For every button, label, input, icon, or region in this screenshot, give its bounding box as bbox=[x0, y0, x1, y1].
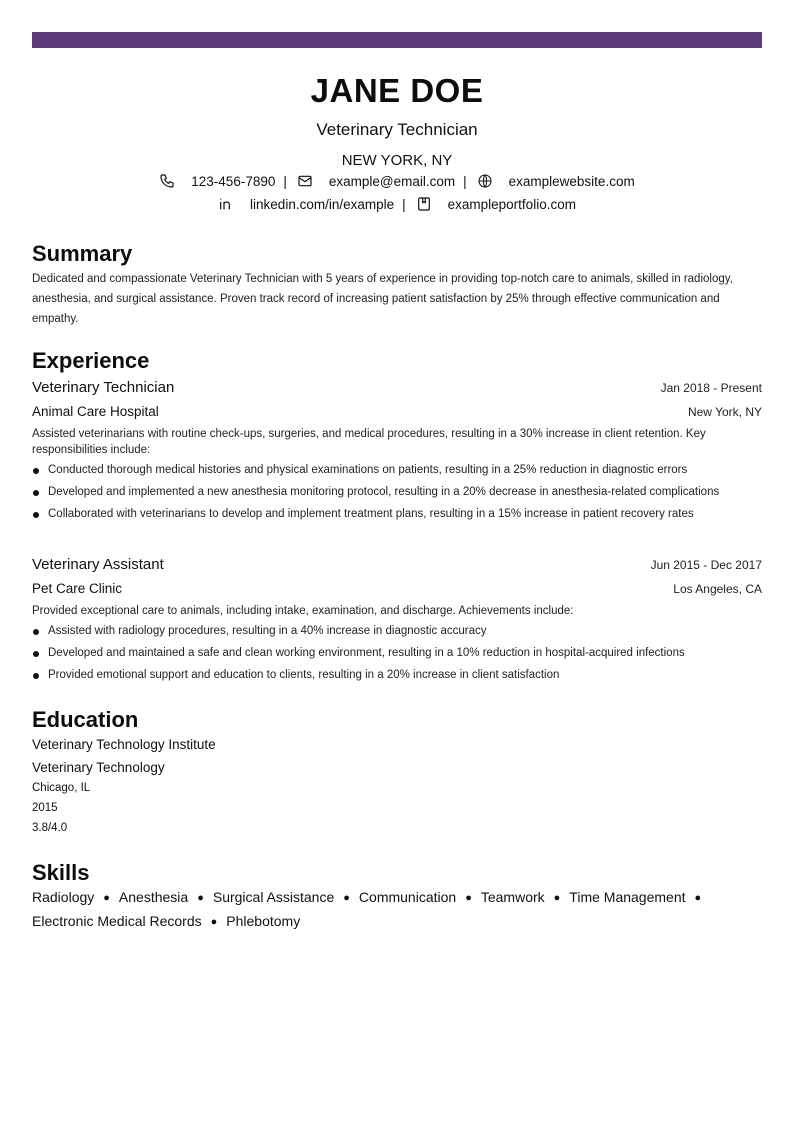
job-location: Los Angeles, CA bbox=[673, 582, 762, 596]
list-item bbox=[32, 645, 762, 661]
education-heading: Education bbox=[32, 707, 139, 732]
list-item bbox=[32, 667, 762, 683]
bullet-icon bbox=[33, 468, 39, 474]
skill-item: Communication bbox=[358, 889, 457, 905]
bullet-icon: ● bbox=[465, 892, 472, 904]
job-description: Assisted veterinarians with routine check-ups, surgeries, and medical procedures, resulting in a 30% increase in client retention. Key responsibilities include: bbox=[32, 428, 706, 456]
bullet-icon bbox=[33, 629, 39, 635]
skill-item: Anesthesia bbox=[118, 889, 189, 905]
bullet-icon: ● bbox=[694, 892, 702, 904]
job-location: New York, NY bbox=[687, 405, 762, 419]
bullet-icon: ● bbox=[553, 892, 561, 904]
list-item bbox=[32, 506, 762, 522]
contact-row-primary bbox=[32, 173, 762, 189]
phone-icon bbox=[159, 173, 175, 189]
education-location: Chicago, IL bbox=[32, 782, 91, 794]
phone-number[interactable]: 123-456-7890 bbox=[191, 173, 276, 189]
contact-row-secondary bbox=[32, 196, 762, 212]
education-school: Veterinary Technology Institute bbox=[32, 737, 216, 752]
skills-heading: Skills bbox=[32, 860, 90, 885]
list-item-text: Assisted with radiology procedures, resulting in a 40% increase in diagnostic accuracy bbox=[48, 625, 487, 637]
accent-bar bbox=[32, 32, 762, 48]
skill-item: Electronic Medical Records bbox=[32, 913, 202, 929]
bullet-icon: ● bbox=[197, 892, 204, 904]
list-item-text: Provided emotional support and education to clients, resulting in a 20% increase in client satisfaction bbox=[48, 669, 560, 681]
bullet-icon bbox=[33, 673, 39, 679]
portfolio-icon bbox=[416, 196, 432, 212]
job-description: Provided exceptional care to animals, including intake, examination, and discharge. Achievements include: bbox=[32, 605, 574, 617]
education-degree: Veterinary Technology bbox=[32, 760, 165, 775]
education-year: 2015 bbox=[32, 802, 58, 814]
job-achievements bbox=[32, 462, 762, 528]
list-item-text: Conducted thorough medical histories and physical examinations on patients, resulting in a 25% reduction in diagnostic errors bbox=[48, 464, 688, 476]
list-item bbox=[32, 462, 762, 478]
list-item-text: Developed and implemented a new anesthesia monitoring protocol, resulting in a 20% decrease in anesthesia-related complications bbox=[48, 486, 720, 498]
job-title: Veterinary Technician bbox=[32, 379, 175, 396]
contact-separator: | bbox=[283, 173, 287, 189]
list-item-text: Developed and maintained a safe and clean working environment, resulting in a 10% reduction in hospital-acquired infections bbox=[48, 647, 685, 659]
skill-item: Surgical Assistance bbox=[212, 889, 335, 905]
candidate-name: JANE DOE bbox=[310, 72, 484, 109]
summary-heading: Summary bbox=[32, 241, 133, 266]
candidate-title: Veterinary Technician bbox=[316, 120, 478, 139]
globe-icon bbox=[477, 173, 493, 189]
job-dates: Jan 2018 - Present bbox=[660, 381, 762, 395]
job-achievements bbox=[32, 623, 762, 689]
candidate-location: NEW YORK, NY bbox=[341, 152, 453, 169]
bullet-icon bbox=[33, 651, 39, 657]
bullet-icon bbox=[33, 490, 39, 496]
linkedin-link[interactable]: linkedin.com/in/example bbox=[250, 196, 395, 212]
linkedin-icon bbox=[218, 196, 234, 212]
portfolio-link[interactable]: exampleportfolio.com bbox=[447, 196, 576, 212]
skill-item: Teamwork bbox=[480, 889, 545, 905]
email-link[interactable]: example@email.com bbox=[328, 173, 456, 189]
skills-list bbox=[32, 886, 752, 934]
summary-text: Dedicated and compassionate Veterinary Technician with 5 years of experience in providing top-notch care to animals, skilled in radiology, anesthesia, and surgical assistance. Proven track record of increasing patient satisfaction by 25% through effective communication and empathy. bbox=[32, 273, 733, 325]
mail-icon bbox=[297, 173, 313, 189]
education-gpa: 3.8/4.0 bbox=[32, 822, 68, 834]
list-item bbox=[32, 623, 762, 639]
job-company: Animal Care Hospital bbox=[32, 404, 159, 419]
contact-separator: | bbox=[463, 173, 467, 189]
job-title: Veterinary Assistant bbox=[32, 556, 164, 573]
skill-item: Radiology bbox=[32, 889, 95, 905]
contact-separator: | bbox=[402, 196, 406, 212]
skill-item: Time Management bbox=[569, 889, 686, 905]
skill-item: Phlebotomy bbox=[226, 913, 301, 929]
list-item bbox=[32, 484, 762, 500]
experience-heading: Experience bbox=[32, 348, 150, 373]
list-item-text: Collaborated with veterinarians to develop and implement treatment plans, resulting in a 15% increase in patient recovery rates bbox=[48, 508, 694, 520]
bullet-icon: ● bbox=[343, 892, 350, 904]
job-company: Pet Care Clinic bbox=[32, 581, 123, 596]
bullet-icon bbox=[33, 512, 39, 518]
bullet-icon: ● bbox=[103, 892, 110, 904]
bullet-icon: ● bbox=[210, 916, 218, 928]
job-dates: Jun 2015 - Dec 2017 bbox=[650, 558, 762, 572]
website-link[interactable]: examplewebsite.com bbox=[508, 173, 635, 189]
